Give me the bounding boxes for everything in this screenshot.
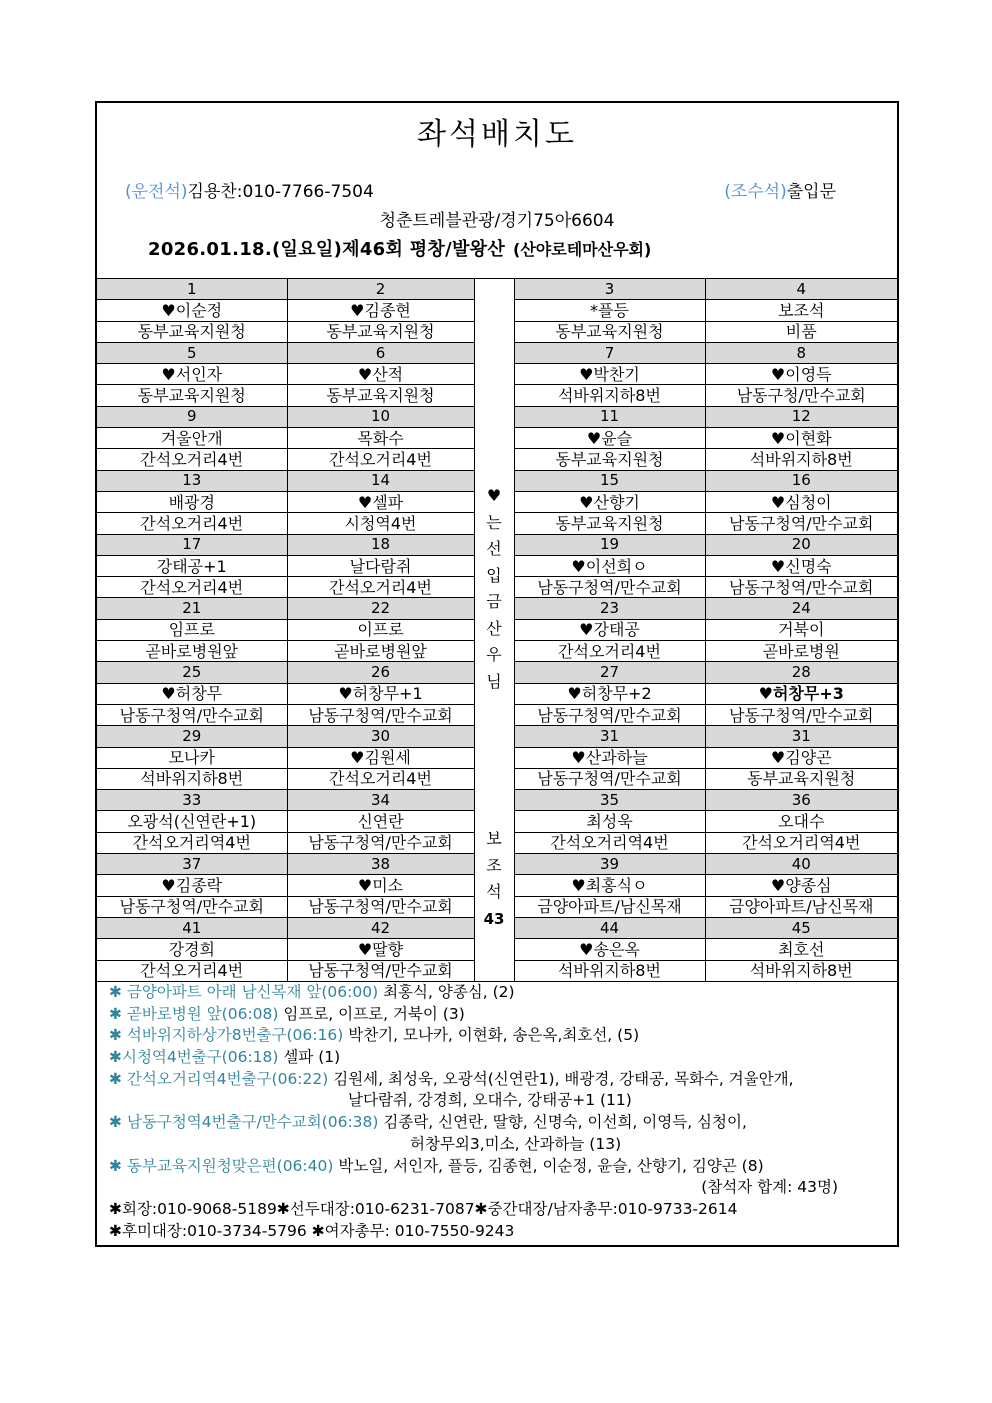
seat-number: 35 (514, 790, 705, 811)
seat-passenger: ♥산적 (287, 364, 474, 385)
seat-number: 11 (514, 406, 705, 427)
seat-number: 36 (705, 790, 897, 811)
seat-number: 19 (514, 534, 705, 555)
seat-pickup-point: 동부교육지원청 (287, 385, 474, 406)
seat-pickup-point: 금양아파트/남신목재 (514, 896, 705, 917)
seat-number: 29 (97, 726, 287, 747)
assistant-seat-info (724, 181, 836, 203)
seat-pickup-point: 남동구청역/만수교회 (97, 704, 287, 725)
aisle-char: 님 (486, 671, 502, 691)
seat-passenger: 날다람쥐 (287, 555, 474, 576)
seat-pickup-point: 간석오거리역4번 (514, 832, 705, 853)
pickup-names: 박찬기, 모나카, 이현화, 송은옥,최호선, (5) (348, 1026, 640, 1045)
seat-pickup-point: 남동구청역/만수교회 (705, 513, 897, 534)
seat-number: 5 (97, 342, 287, 363)
seat-number: 37 (97, 854, 287, 875)
heart-icon: ♥ (486, 486, 502, 505)
seat-pickup-point: 남동구청역/만수교회 (287, 960, 474, 982)
seat-pickup-point: 시청역4번 (287, 513, 474, 534)
seat-pickup-point: 간석오거리4번 (97, 513, 287, 534)
pickup-names-continued: 허창무외3,미소, 산과하늘 (13) (410, 1134, 622, 1153)
aisle-char: 석 (486, 882, 502, 901)
seat-number: 39 (514, 854, 705, 875)
seat-passenger: 최호선 (705, 939, 897, 960)
driver-info (125, 181, 374, 203)
seat-number: 34 (287, 790, 474, 811)
seat-number: 31 (514, 726, 705, 747)
pickup-notes (97, 982, 897, 1245)
seat-pickup-point: 석바위지하8번 (705, 960, 897, 982)
seat-number: 28 (705, 662, 897, 683)
seat-passenger: 강태공+1 (97, 555, 287, 576)
aisle-char: 산 (486, 618, 502, 638)
pickup-stop: ✱ 금양아파트 아래 남신목재 앞(06:00) (109, 983, 379, 1001)
contact-line: ✱후미대장:010-3734-5796 ✱여자총무: 010-7550-9243 (109, 1221, 515, 1240)
seat-number: 14 (287, 470, 474, 491)
seat-number: 17 (97, 534, 287, 555)
seat-number: 30 (287, 726, 474, 747)
seat-passenger: ♥이현화 (705, 428, 897, 449)
seat-number: 21 (97, 598, 287, 619)
seat-pickup-point: 곧바로병원 (705, 641, 897, 662)
event-info (148, 238, 651, 262)
aisle-char: 금 (486, 592, 502, 611)
seat-pickup-point: 남동구청역/만수교회 (287, 896, 474, 917)
seat-pickup-point: 남동구청역/만수교회 (287, 832, 474, 853)
seat-number: 25 (97, 662, 287, 683)
seat-number: 31 (705, 726, 897, 747)
seat-pickup-point: 남동구청역/만수교회 (514, 768, 705, 789)
seat-passenger: ♥김종락 (97, 875, 287, 896)
driver-name-phone: 김용찬:010-7766-7504 (187, 182, 374, 202)
pickup-stop-line (97, 1025, 897, 1047)
aisle-char: 조 (486, 855, 502, 875)
seat-pickup-point: 동부교육지원청 (514, 449, 705, 470)
sheet-header (97, 103, 897, 278)
seat-number: 3 (514, 279, 705, 300)
seat-pickup-point: 간석오거리4번 (97, 449, 287, 470)
pickup-stop: ✱ 간석오거리역4번출구(06:22) (109, 1069, 329, 1088)
seat-pickup-point: 석바위지하8번 (514, 385, 705, 406)
pickup-stop: ✱ 곧바로병원 앞(06:08) (109, 1004, 279, 1023)
contact-line: ✱회장:010-9068-5189✱선두대장:010-6231-7087✱중간대장/남자총무:010-9733-2614 (109, 1199, 738, 1218)
driver-seat-label: (운전석) (125, 182, 188, 202)
seat-pickup-point: 간석오거리4번 (287, 768, 474, 789)
seat-pickup-point: 동부교육지원청 (705, 768, 897, 789)
seat-pickup-point: 동부교육지원청 (97, 385, 287, 406)
seat-passenger: *플등 (514, 300, 705, 321)
seat-passenger: ♥이선희ㅇ (514, 555, 705, 576)
seat-passenger: 최성욱 (514, 811, 705, 832)
seat-pickup-point: 간석오거리4번 (97, 577, 287, 598)
pickup-names: 김종락, 신연란, 딸향, 신명숙, 이선희, 이영득, 심청이, (383, 1113, 747, 1132)
seat-pickup-point: 남동구청역/만수교회 (514, 704, 705, 725)
seat-number: 12 (705, 406, 897, 427)
seat-passenger: ♥김종현 (287, 300, 474, 321)
assistant-seat-value: 출입문 (786, 182, 836, 202)
seat-pickup-point: 남동구청역/만수교회 (287, 704, 474, 725)
seat-number: 4 (705, 279, 897, 300)
seat-pickup-point: 석바위지하8번 (514, 960, 705, 982)
pickup-names-continued: 날다람쥐, 강경희, 오대수, 강태공+1 (11) (348, 1091, 632, 1110)
seat-passenger: ♥딸향 (287, 939, 474, 960)
seat-number: 15 (514, 470, 705, 491)
seat-passenger: ♥이순정 (97, 300, 287, 321)
aisle-char: 입 (486, 565, 502, 585)
seat-pickup-point: 금양아파트/남신목재 (705, 896, 897, 917)
seat-passenger: ♥윤슬 (514, 428, 705, 449)
pickup-stop-line (97, 1112, 897, 1134)
seat-pickup-point: 동부교육지원청 (514, 513, 705, 534)
seat-pickup-point: 곧바로병원앞 (97, 641, 287, 662)
seat-passenger: ♥미소 (287, 875, 474, 896)
seat-number: 8 (705, 342, 897, 363)
seat-number: 2 (287, 279, 474, 300)
seat-pickup-point: 간석오거리4번 (97, 960, 287, 982)
seat-pickup-point: 석바위지하8번 (705, 449, 897, 470)
pickup-names: 최홍식, 양종심, (2) (383, 983, 515, 1001)
seat-pickup-point: 남동구청역/만수교회 (97, 896, 287, 917)
seat-passenger: ♥김양곤 (705, 747, 897, 768)
seat-pickup-point: 비품 (705, 321, 897, 342)
seat-number: 24 (705, 598, 897, 619)
event-date-destination: 2026.01.18.(일요일)제46회 평창/발왕산 (148, 239, 506, 260)
seat-passenger: 거북이 (705, 619, 897, 640)
seat-passenger: ♥허창무+2 (514, 683, 705, 704)
seat-passenger: ♥송은옥 (514, 939, 705, 960)
seat-passenger: 신연란 (287, 811, 474, 832)
seat-passenger: ♥허창무+3 (705, 683, 897, 704)
aisle-prepaid-note (474, 483, 514, 695)
pickup-stop: ✱ 석바위지하상가8번출구(06:16) (109, 1026, 344, 1045)
seat-passenger: 강경희 (97, 939, 287, 960)
seat-number: 42 (287, 917, 474, 938)
seat-passenger: 목화수 (287, 428, 474, 449)
pickup-names: 박노일, 서인자, 플등, 김종현, 이순정, 윤슬, 산향기, 김양곤 (8) (338, 1156, 764, 1175)
seat-pickup-point: 석바위지하8번 (97, 768, 287, 789)
seat-pickup-point: 동부교육지원청 (287, 321, 474, 342)
seat-grid (97, 278, 897, 982)
seat-number-row (97, 279, 897, 300)
aisle-char: 보 (486, 829, 502, 848)
seat-passenger: ♥강태공 (514, 619, 705, 640)
seat-passenger: ♥허창무 (97, 683, 287, 704)
seat-pickup-point: 동부교육지원청 (97, 321, 287, 342)
seat-pickup-point: 간석오거리4번 (514, 641, 705, 662)
seat-passenger: 배광경 (97, 491, 287, 512)
pickup-names: 임프로, 이프로, 거북이 (3) (283, 1004, 465, 1023)
seat-pickup-point: 동부교육지원청 (514, 321, 705, 342)
seat-number: 26 (287, 662, 474, 683)
pickup-stop-line (97, 1004, 897, 1026)
seat-pickup-point: 남동구청/만수교회 (705, 385, 897, 406)
seat-number: 38 (287, 854, 474, 875)
aisle-char: 선 (486, 539, 502, 558)
seat-passenger: ♥김원세 (287, 747, 474, 768)
assistant-seat-label: (조수석) (724, 182, 787, 202)
seat-number: 44 (514, 917, 705, 938)
aisle-char: 는 (486, 512, 502, 532)
seat-number: 9 (97, 406, 287, 427)
pickup-stop-line (97, 1156, 897, 1178)
seat-passenger: ♥최홍식ㅇ (514, 875, 705, 896)
seat-passenger: 이프로 (287, 619, 474, 640)
seat-number: 13 (97, 470, 287, 491)
seat-passenger: ♥허창무+1 (287, 683, 474, 704)
seat-pickup-point: 간석오거리역4번 (705, 832, 897, 853)
seat-pickup-point: 남동구청역/만수교회 (514, 577, 705, 598)
seat-passenger: ♥셀파 (287, 491, 474, 512)
seat-passenger: 보조석 (705, 300, 897, 321)
seat-passenger: ♥이영득 (705, 364, 897, 385)
seat-number: 16 (705, 470, 897, 491)
seat-passenger: ♥산향기 (514, 491, 705, 512)
seat-number: 41 (97, 917, 287, 938)
aisle-extra-seat (474, 826, 514, 932)
seat-number: 40 (705, 854, 897, 875)
pickup-stop: ✱ 동부교육지원청맞은편(06:40) (109, 1156, 334, 1175)
seat-number: 22 (287, 598, 474, 619)
seat-number: 6 (287, 342, 474, 363)
page-title: 좌석배치도 (417, 117, 577, 152)
bus-company-plate: 청춘트레블관광/경기75아6604 (379, 211, 615, 231)
seat-passenger: 오대수 (705, 811, 897, 832)
attendee-total: (참석자 합계: 43명) (701, 1178, 838, 1197)
seat-passenger: 임프로 (97, 619, 287, 640)
seat-pickup-point: 간석오거리4번 (287, 449, 474, 470)
pickup-stop-line (97, 1047, 897, 1069)
seat-passenger: ♥서인자 (97, 364, 287, 385)
seat-passenger: ♥양종심 (705, 875, 897, 896)
seat-number: 23 (514, 598, 705, 619)
seat-number: 45 (705, 917, 897, 938)
pickup-stop-line (97, 982, 897, 1004)
extra-seat-number: 43 (483, 909, 505, 928)
pickup-names: 셀파 (1) (283, 1048, 341, 1067)
seat-passenger: ♥산과하늘 (514, 747, 705, 768)
seat-passenger: ♥박찬기 (514, 364, 705, 385)
seat-pickup-point: 남동구청역/만수교회 (705, 577, 897, 598)
seat-passenger: 오광석(신연란+1) (97, 811, 287, 832)
seat-pickup-point: 남동구청역/만수교회 (705, 704, 897, 725)
seat-passenger: 모나카 (97, 747, 287, 768)
seat-number: 27 (514, 662, 705, 683)
seat-pickup-point: 간석오거리역4번 (97, 832, 287, 853)
seat-number: 1 (97, 279, 287, 300)
seating-chart-sheet (96, 102, 898, 1246)
seat-number: 18 (287, 534, 474, 555)
seat-passenger: 겨울안개 (97, 428, 287, 449)
seat-pickup-point: 간석오거리4번 (287, 577, 474, 598)
seat-number: 33 (97, 790, 287, 811)
aisle-char: 우 (486, 645, 502, 664)
seat-number: 20 (705, 534, 897, 555)
seat-passenger: ♥신명숙 (705, 555, 897, 576)
club-name: (산야로테마산우회) (513, 240, 652, 259)
pickup-names: 김원세, 최성욱, 오광석(신연란1), 배광경, 강태공, 목화수, 겨울안개, (333, 1069, 794, 1088)
seat-pickup-point: 곧바로병원앞 (287, 641, 474, 662)
pickup-stop-line (97, 1069, 897, 1091)
seat-number: 10 (287, 406, 474, 427)
pickup-stop: ✱ 남동구청역4번출구/만수교회(06:38) (109, 1113, 379, 1132)
pickup-stop: ✱시청역4번출구(06:18) (109, 1048, 279, 1067)
seat-number: 7 (514, 342, 705, 363)
seat-passenger: ♥심청이 (705, 491, 897, 512)
